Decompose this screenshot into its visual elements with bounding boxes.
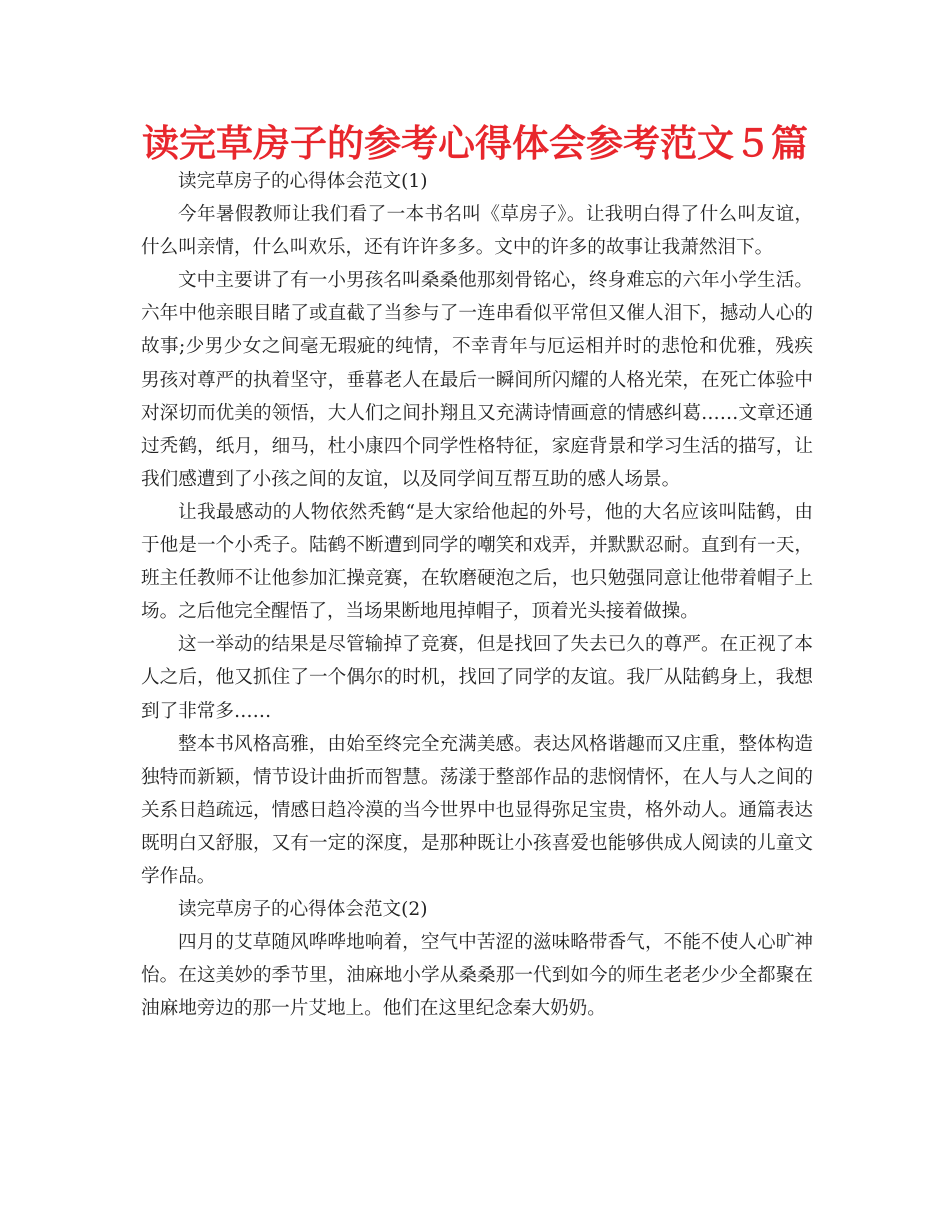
document-body [141, 165, 813, 1025]
paragraph: 四月的艾草随风哗哗地响着，空气中苦涩的滋味略带香气，不能不使人心旷神怡。在这美妙的季节里，油麻地小学从桑桑那一代到如今的师生老老少少全都聚在油麻地旁边的那一片艾地上。他们在这里纪念秦大奶奶。 [141, 932, 813, 1020]
document-title: 读完草房子的参考心得体会参考范文５篇 [142, 122, 808, 165]
section-heading-2: 读完草房子的心得体会范文(2) [178, 899, 428, 921]
paragraph: 今年暑假教师让我们看了一本书名叫《草房子》。让我明白得了什么叫友谊，什么叫亲情，什么叫欢乐，还有许许多多。文中的许多的故事让我萧然泪下。 [141, 204, 813, 259]
paragraph: 这一举动的结果是尽管输掉了竞赛，但是找回了失去已久的尊严。在正视了本人之后，他又抓住了一个偶尔的时机，找回了同学的友谊。我厂从陆鹤身上，我想到了非常多…… [141, 634, 813, 722]
section-heading-1: 读完草房子的心得体会范文(1) [178, 171, 428, 192]
paragraph: 文中主要讲了有一小男孩名叫桑桑他那刻骨铭心，终身难忘的六年小学生活。六年中他亲眼目睹了或直截了当参与了一连串看似平常但又催人泪下，撼动人心的故事;少男少女之间毫无瑕疵的纯情，不幸青年与厄运相并时的悲怆和优雅，残疾男孩对尊严的执着坚守，垂暮老人在最后一瞬间所闪耀的人格光荣，在死亡体验中对深切而优美的领悟，大人们之间扑翔且又充满诗情画意的情感纠葛……文章还通过秃鹤，纸月，细马，杜小康四个同学性格特征，家庭背景和学习生活的描写，让我们感遭到了小孩之间的友谊，以及同学间互帮互助的感人场景。 [141, 270, 813, 490]
paragraph: 整本书风格高雅，由始至终完全充满美感。表达风格谐趣而又庄重，整体构造独特而新颖，情节设计曲折而智慧。荡漾于整部作品的悲悯情怀，在人与人之间的关系日趋疏远，情感日趋冷漠的当今世界中也显得弥足宝贵，格外动人。通篇表达既明白又舒服，又有一定的深度，是那种既让小孩喜爱也能够供成人阅读的儿童文学作品。 [141, 733, 813, 887]
paragraph: 让我最感动的人物依然秃鹤“是大家给他起的外号，他的大名应该叫陆鹤，由于他是一个小秃子。陆鹤不断遭到同学的嘲笑和戏弄，并默默忍耐。直到有一天，班主任教师不让他参加汇操竞赛，在软磨硬泡之后，也只勉强同意让他带着帽子上场。之后他完全醒悟了，当场果断地甩掉帽子，顶着光头接着做操。 [141, 501, 813, 623]
